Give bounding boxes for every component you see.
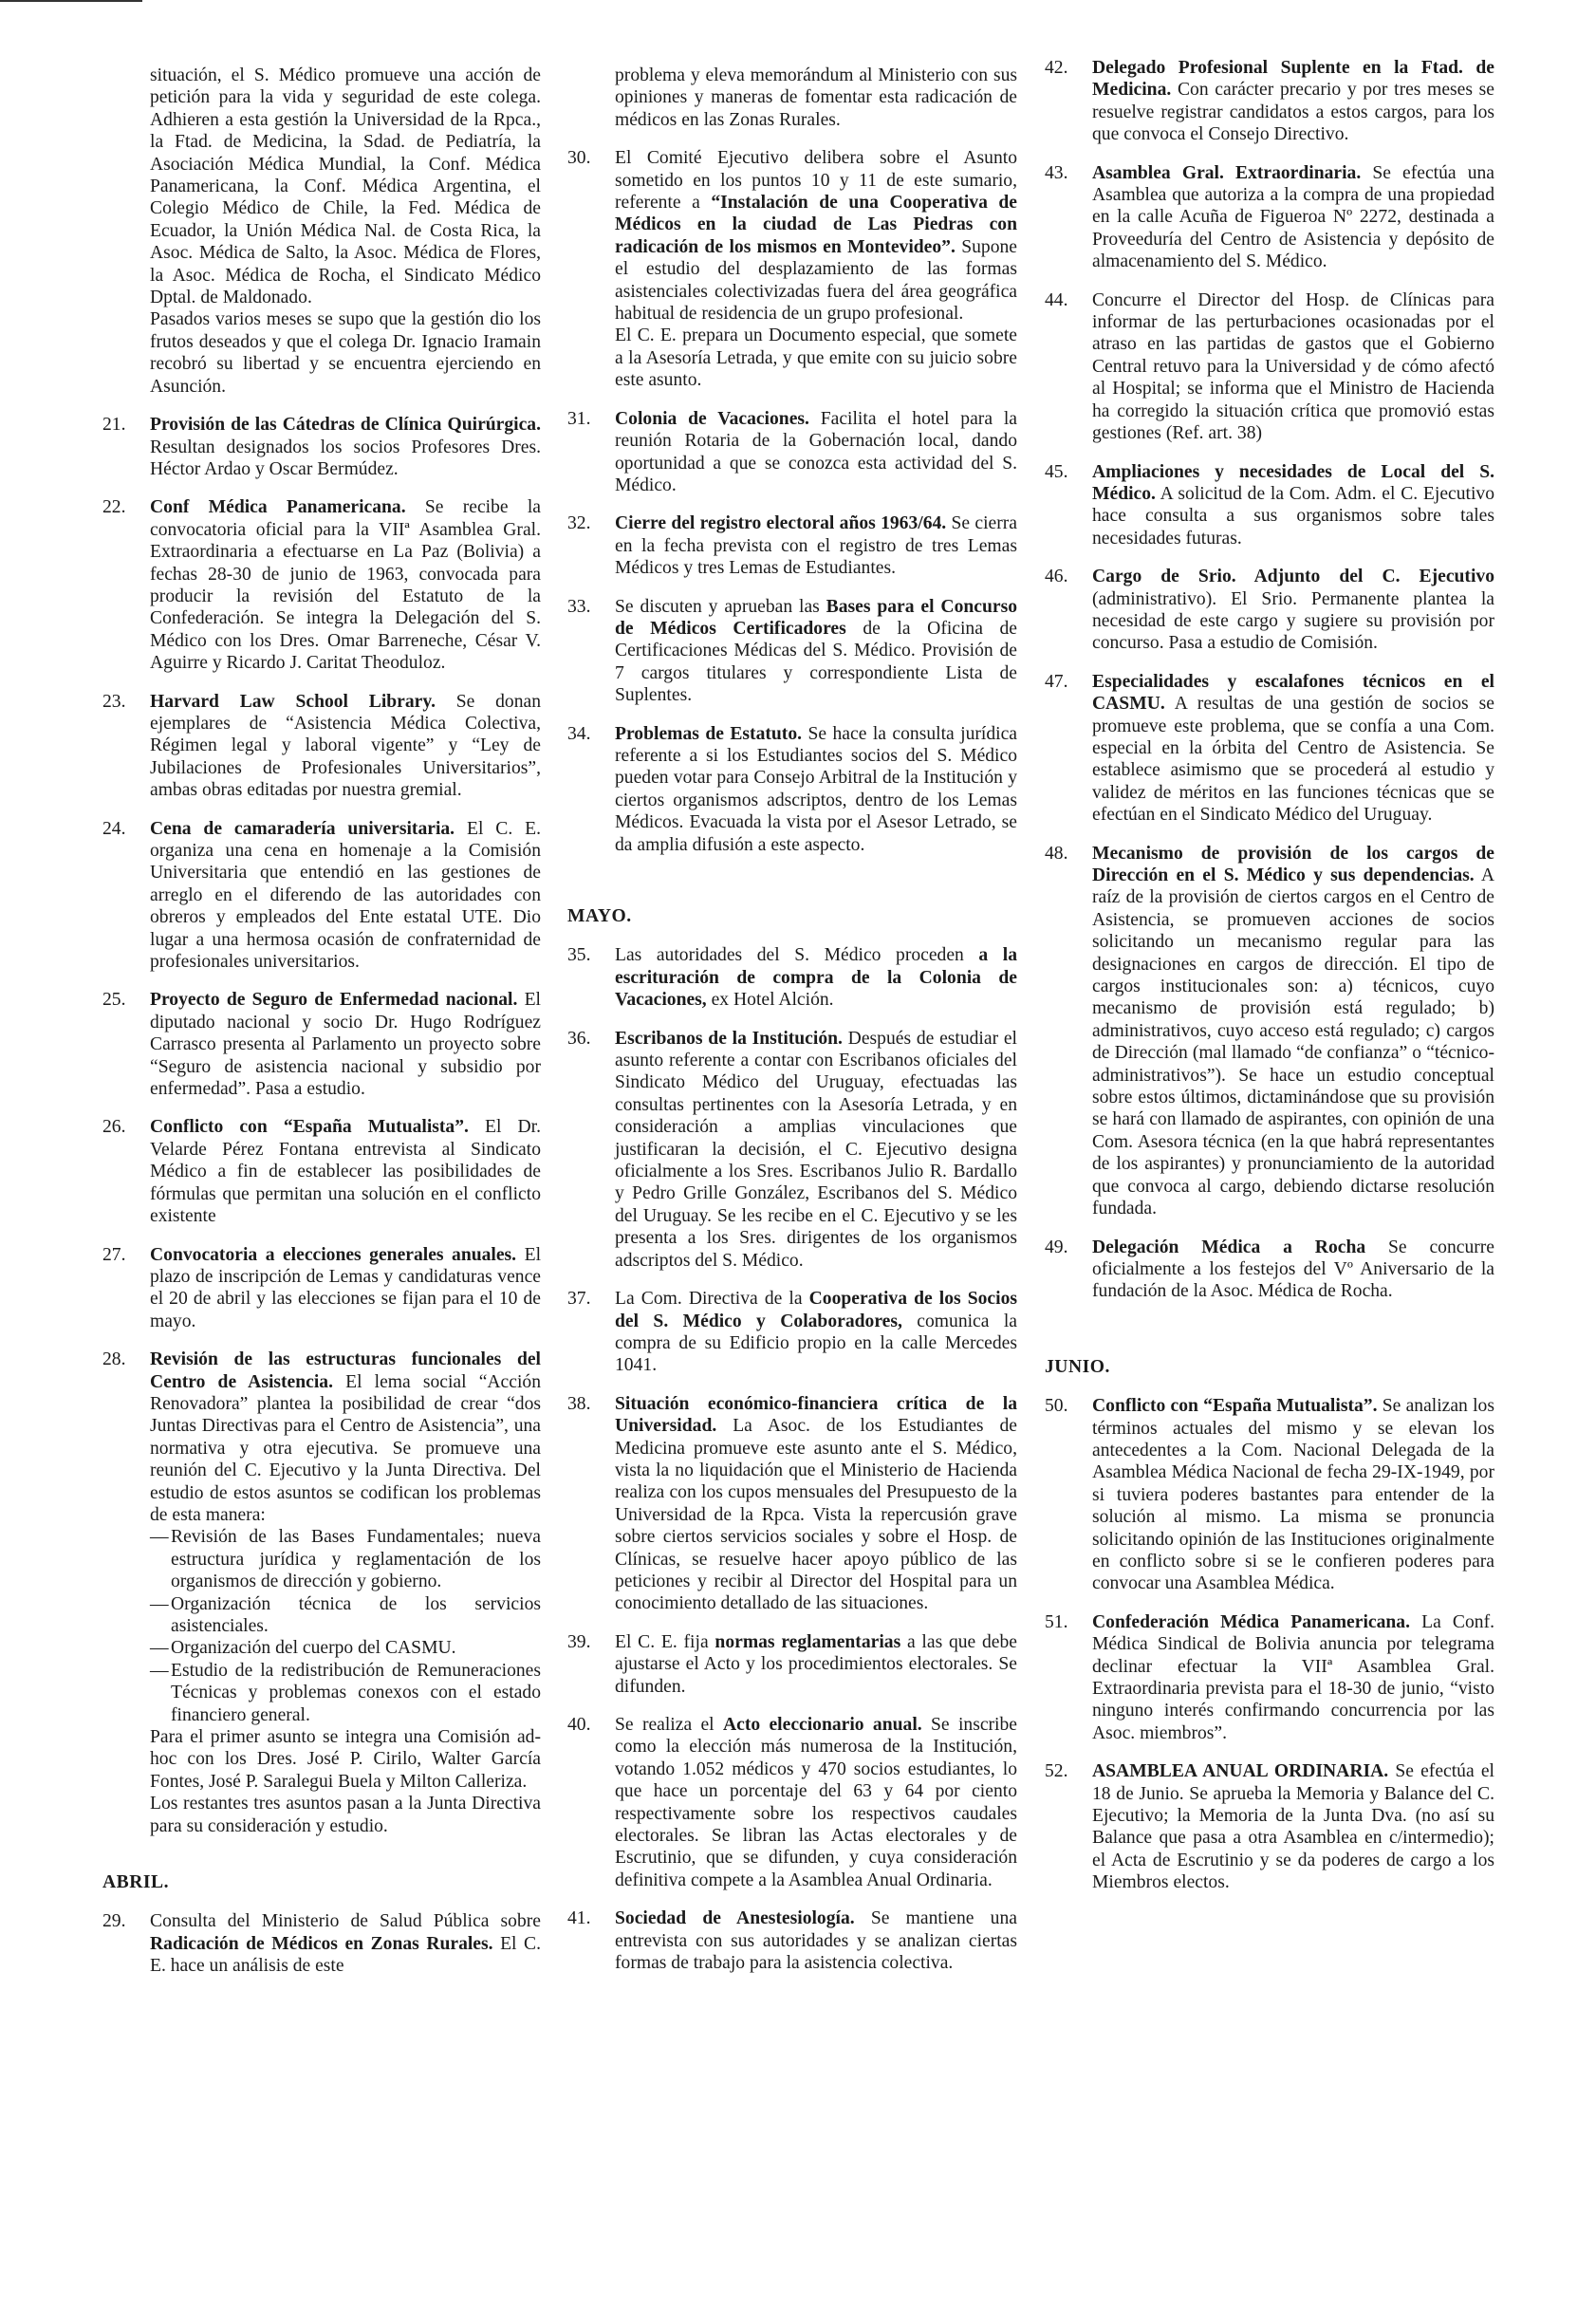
item-number: 35.	[567, 945, 591, 966]
list-item: 30. El Comité Ejecutivo delibera sobre el Asunto sometido en los puntos 10 y 11 de este sumario, referente a “Instalación de una Cooperativa de Médicos en la ciudad de Las Piedras con radicación de los mismos en Montevideo”. Supone el estudio del desplazamiento de las formas asistenciales colectivizadas fuera del área geográfica habitual de residencia de un grupo profesional. El C. E. prepara un Documento especial, que somete a la Asesoría Letrada, y que emite con su juicio sobre este asunto.	[567, 148, 1017, 391]
item-title: Harvard Law School Library.	[150, 691, 436, 712]
continued-text	[102, 65, 541, 398]
dash-item: — Revisión de las Bases Fundamentales; nueva estructura jurídica y reglamentación de los organismos de dirección y gobierno.	[150, 1527, 541, 1592]
column-left	[102, 65, 541, 1994]
item-number: 25.	[102, 990, 126, 1011]
item-number: 23.	[102, 691, 126, 712]
item-text: de la Oficina de Certificaciones Médicas del S. Médico. Provisión de 7 cargos titulares y correspondiente Lista de Suplentes.	[615, 618, 1017, 706]
list-item	[567, 1907, 1017, 1974]
item-number: 32.	[567, 513, 591, 534]
item-number: 30.	[567, 148, 591, 169]
item-title: Conflicto con “España Mutualista”.	[150, 1117, 469, 1138]
list-item	[567, 1028, 1017, 1272]
item-text: Concurre el Director del Hosp. de Clínicas para informar de las perturbaciones ocasionadas por el atraso en las partidas de gastos que el Gobierno Central retuvo para la Universidad y de cómo afectó al Hospital; se informa que el Ministro de Hacienda ha corregido la situación crítica que promovió estas gestiones (Ref. art. 38)	[1092, 289, 1494, 444]
list-item	[567, 512, 1017, 579]
list-item	[102, 691, 541, 802]
list-item	[567, 723, 1017, 856]
item-number: 21.	[102, 415, 126, 436]
item-number: 31.	[567, 408, 591, 429]
list-item	[1045, 461, 1494, 550]
item-number: 22.	[102, 497, 126, 518]
paragraph: Los restantes tres asuntos pasan a la Junta Directiva para su consideración y estudio.	[150, 1794, 541, 1836]
item-text: El Dr. Velarde Pérez Fontana entrevista al Sindicato Médico a fin de establecer las posibilidades de fórmulas que permitan una solución en el conflicto existente	[150, 1117, 542, 1227]
item-number: 40.	[567, 1715, 591, 1735]
item-text: Se analizan los términos actuales del mismo y se elevan los antecedentes a la Com. Nacional Delegada de la Asamblea Médica Nacional de fecha 29-IX-1949, por si tuviera poderes bastantes para entender de la solución al mismo. La misma se pronuncia solicitando opinión de las Instituciones originalmente en conflicto sobre si se le confieren poderes para convocar una Asamblea Médica.	[1092, 1396, 1494, 1594]
dash-item: — Organización del cuerpo del CASMU.	[150, 1638, 456, 1659]
item-title: Delegado Profesional Suplente en la Ftad. de Medicina.	[1092, 58, 1494, 101]
item-title: normas reglamentarias	[714, 1631, 901, 1652]
item-number: 37.	[567, 1289, 591, 1310]
list-item	[1045, 1760, 1494, 1893]
item-title: Mecanismo de provisión de los cargos de Dirección en el S. Médico y sus dependencias.	[1092, 843, 1494, 885]
item-title: Especialidades y escalafones técnicos en el CASMU.	[1092, 671, 1494, 715]
item-title: Problemas de Estatuto.	[615, 723, 803, 744]
item-number: 41.	[567, 1908, 591, 1929]
item-number: 48.	[1045, 843, 1068, 864]
item-title: “Instalación de una Cooperativa de Médicos en la ciudad de Las Piedras con radicación de los mismos en Montevideo”.	[615, 193, 1017, 257]
paragraph: Pasados varios meses se supo que la gestión dio los frutos deseados y que el colega Dr. Ignacio Iramain recobró su libertad y se encuentra ejerciendo en Asunción.	[150, 309, 541, 397]
item-title: Situación económico-financiera crítica de la Universidad.	[615, 1393, 1017, 1437]
item-title: ASAMBLEA ANUAL ORDINARIA.	[1092, 1761, 1389, 1782]
item-text: A resultas de una gestión de socios se promueve este problema, que se confía a una Com. especial en la órbita del Centro de Asistencia. Se establece asimismo que se procederá al estudio y validez de méritos en las funciones técnicas que se efectúan en el Sindicato Médico del Uruguay.	[1092, 694, 1494, 826]
item-title: Sociedad de Anestesiología.	[615, 1908, 855, 1929]
list-item: 35. Las autoridades del S. Médico proceden a la escrituración de compra de la Colonia de Vacaciones, ex Hotel Alción.	[567, 945, 1017, 1011]
item-text: Facilita el hotel para la reunión Rotaria de la Gobernación local, dando oportunidad a que se conozca esta actividad del S. Médico.	[615, 408, 1017, 495]
list-item	[102, 1116, 541, 1227]
list-item: 39. El C. E. fija normas reglamentarias a las que debe ajustarse el Acto y los procedimientos electorales. Se difunden.	[567, 1631, 1017, 1697]
item-text: A raíz de la provisión de ciertos cargos en el Centro de Asistencia, se promueven acciones de socios solicitando un mecanismo regular para las designaciones en cargos de dirección. El tipo de cargos institucionales son: a) técnicos, cuyo mecanismo de provisión está regulado; b) administrativos, cuyo acceso está regulado; c) cargos de Dirección (mal llamado “de confianza” o “técnico-administrativos”). Se hace un estudio conceptual sobre estos últimos, dictaminándose que su provisión se hará con llamado de aspirantes, con opinión de una Com. Asesora técnica (en la que habrá representantes de los aspirantes) y pronunciamiento de la autoridad que convoca al cargo, debiendo dictarse resolución fundada.	[1092, 865, 1494, 1219]
item-text: A solicitud de la Com. Adm. el C. Ejecutivo hace consulta a sus organismos sobre tales necesidades futuras.	[1092, 483, 1494, 549]
item-title: Asamblea Gral. Extraordinaria.	[1092, 162, 1362, 183]
item-text: La Conf. Médica Sindical de Bolivia anuncia por telegrama declinar efectuar la VIIª Asamblea Gral. Extraordinaria prevista para el 18-30 de junio, “visto ninguno interés confirmando concurrencia por las Asoc. miembros”.	[1092, 1611, 1494, 1743]
paragraph: situación, el S. Médico promueve una acción de petición para la vida y seguridad de este colega. Adhieren a esta gestión la Universidad de la Rpca., la Ftad. de Medicina, la Sdad. de Pediatría, la Asociación Médica Mundial, la Conf. Médica Panamericana, la Conf. Médica Argentina, el Colegio Médico de Chile, la Fed. Médica de Ecuador, la Unión Médica Nal. de Costa Rica, la Asoc. Médica de Salto, la Asoc. Médica de Flores, la Asoc. Médica de Rocha, el Sindicato Médico Dptal. de Maldonado.	[150, 65, 541, 308]
item-title: Proyecto de Seguro de Enfermedad nacional.	[150, 990, 518, 1011]
item-text: Se concurre oficialmente a los festejos del Vº Aniversario de la fundación de la Asoc. Médica de Rocha.	[1092, 1237, 1494, 1302]
dash-bullet: —	[150, 1638, 169, 1659]
dash-item: — Organización técnica de los servicios asistenciales.	[150, 1593, 541, 1636]
item-text: Se donan ejemplares de “Asistencia Médica Colectiva, Régimen legal y laboral vigente” y “Ley de Jubilaciones de Profesionales Universitarios”, ambas obras editadas por nuestra gremial.	[150, 691, 541, 801]
list-item	[1045, 162, 1494, 273]
item-number: 51.	[1045, 1611, 1068, 1632]
item-title: Cierre del registro electoral años 1963/64.	[615, 513, 947, 534]
item-title: Bases para el Concurso de Médicos Certificadores	[615, 596, 1017, 639]
dash-bullet: —	[150, 1660, 169, 1681]
item-title: Conf Médica Panamericana.	[150, 497, 406, 518]
dash-item: — Estudio de la redistribución de Remuneraciones Técnicas y problemas conexos con el estado financiero general.	[150, 1660, 541, 1725]
list-item	[1045, 57, 1494, 146]
item-text: La Asoc. de los Estudiantes de Medicina promueve este asunto ante el S. Médico, vista la no liquidación que el Ministerio de Hacienda realiza con los cupos mensuales del Presupuesto de la Universidad de la Rpca. Vista la repercusión grave sobre ciertos servicios sociales y sobre el Hosp. de Clínicas, se resuelve hacer apoyo público de las peticiones y recibir al Director del Hospital para un conocimiento detallado de las situaciones.	[615, 1416, 1017, 1614]
item-text: Supone el estudio del desplazamiento de las formas asistenciales colectivizadas fuera del área geográfica habitual de residencia de un grupo profesional.	[615, 236, 1017, 325]
month-heading-abril: ABRIL.	[102, 1872, 169, 1893]
paragraph: Para el primer asunto se integra una Comisión ad-hoc con los Dres. José P. Cirilo, Walter García Fontes, José P. Saralegui Buela y Milton Calleriza.	[150, 1727, 541, 1792]
item-number: 50.	[1045, 1396, 1068, 1417]
month-heading-mayo: MAYO.	[567, 906, 632, 926]
item-title: Acto eleccionario anual.	[722, 1715, 922, 1735]
item-text: El C. E. hace un análisis de este	[150, 1933, 541, 1977]
item-title: Colonia de Vacaciones.	[615, 408, 809, 429]
item-text: Resultan designados los socios Profesores Dres. Héctor Ardao y Oscar Bermúdez.	[150, 437, 541, 479]
item-text: Se efectúa el 18 de Junio. Se aprueba la Memoria y Balance del C. Ejecutivo; la Memoria de la Junta Dva. (no así su Balance que pasa a otra Asamblea en c/intermedio); el Acta de Escrutinio y se da poderes de cargo a los Miembros electos.	[1092, 1761, 1494, 1893]
item-number: 49.	[1045, 1237, 1068, 1257]
column-middle	[567, 65, 1017, 1990]
list-item	[102, 414, 541, 480]
list-item: 29. Consulta del Ministerio de Salud Pública sobre Radicación de Médicos en Zonas Rurales. El C. E. hace un análisis de este	[102, 1911, 541, 1977]
item-text: ex Hotel Alción.	[706, 990, 834, 1011]
paragraph: El C. E. prepara un Documento especial, que somete a la Asesoría Letrada, y que emite con su juicio sobre este asunto.	[615, 326, 1017, 391]
list-item	[1045, 1237, 1494, 1303]
item-text: Se inscribe como la elección más numerosa de la Institución, votando 1.052 médicos y 470 socios estudiantes, lo que hace un porcentaje del 63 y 64 por ciento respectivamente sobre los respectivos caudales electorales. Se libran las Actas electorales y de Escrutinio, que se difunden, y cuya consideración definitiva compete a la Asamblea Anual Ordinaria.	[615, 1715, 1017, 1890]
list-item	[102, 1244, 541, 1333]
item-title: Delegación Médica a Rocha	[1092, 1237, 1366, 1257]
item-text: El diputado nacional y socio Dr. Hugo Rodríguez Carrasco presenta al Parlamento un proyecto sobre “Seguro de asistencia nacional y subsidio por enfermedad”. Pasa a estudio.	[150, 990, 542, 1100]
continued-text: problema y eleva memorándum al Ministerio con sus opiniones y maneras de fomentar esta radicación de médicos en las Zonas Rurales.	[615, 65, 1017, 130]
item-text: Se efectúa una Asamblea que autoriza a la compra de una propiedad en la calle Acuña de Figueroa Nº 2272, destinada a Proveeduría del Centro de Asistencia y depósito de almacenamiento del S. Médico.	[1092, 162, 1494, 272]
item-number: 34.	[567, 723, 591, 744]
item-text: El lema social “Acción Renovadora” plantea la posibilidad de crear “dos Juntas Directivas para el Centro de Asistencia”, una normativa y otra ejecutiva. Se promueve una reunión del C. Ejecutivo y la Junta Directiva. Del estudio de estos asuntos se codifican los problemas de esta manera:	[150, 1371, 541, 1525]
item-number: 39.	[567, 1631, 591, 1652]
item-text: El C. E. organiza una cena en homenaje a la Comisión Universitaria que entendió en las gestiones de arreglo en el diferendo de las autoridades con obreros y empleados del Ente estatal UTE. Dio lugar a una hermosa ocasión de confraternidad de profesionales universitarios.	[150, 818, 541, 973]
list-item	[102, 1349, 541, 1837]
item-number: 24.	[102, 818, 126, 839]
list-item	[1045, 1395, 1494, 1595]
item-title: Cena de camaradería universitaria.	[150, 818, 455, 839]
item-text: Se recibe la convocatoria oficial para la VIIª Asamblea Gral. Extraordinaria a efectuarse en La Paz (Bolivia) a fechas 28-30 de junio de 1963, convocada para producir la revisión del Estatuto de la Confederación. Se integra la Delegación del S. Médico con los Dres. Omar Barreneche, César V. Aguirre y Ricardo J. Caritat Theoduloz.	[150, 497, 541, 674]
list-item	[102, 496, 541, 674]
item-number: 26.	[102, 1117, 126, 1138]
item-title: Cargo de Srio. Adjunto del C. Ejecutivo	[1092, 567, 1494, 587]
item-text: (administrativo). El Srio. Permanente plantea la necesidad de este cargo y sugiere su provisión por concurso. Pasa a estudio de Comisión.	[1092, 588, 1494, 654]
column-right	[1045, 57, 1494, 1910]
list-item	[1045, 1611, 1494, 1744]
item-title: Convocatoria a elecciones generales anuales.	[150, 1244, 517, 1265]
dash-bullet: —	[150, 1527, 169, 1548]
item-text: Se mantiene una entrevista con sus autoridades y se analizan ciertas formas de trabajo para la asistencia colectiva.	[615, 1908, 1017, 1974]
list-item	[102, 989, 541, 1100]
item-number: 42.	[1045, 58, 1068, 78]
list-item	[102, 818, 541, 974]
list-item	[1045, 289, 1494, 445]
item-title: Conflicto con “España Mutualista”.	[1092, 1396, 1378, 1417]
list-item	[567, 1393, 1017, 1615]
list-item	[1045, 566, 1494, 655]
item-number: 38.	[567, 1393, 591, 1414]
item-title: Confederación Médica Panamericana.	[1092, 1611, 1410, 1632]
item-number: 36.	[567, 1028, 591, 1049]
item-number: 46.	[1045, 567, 1068, 587]
item-number: 44.	[1045, 289, 1068, 310]
item-number: 52.	[1045, 1761, 1068, 1782]
item-text: Después de estudiar el asunto referente a contar con Escribanos oficiales del Sindicato Médico del Uruguay, efectuadas las consultas pertinentes con la Asesoría Letrada, y en consideración a amplias vinculaciones que justificaran la decisión, el C. Ejecutivo designa oficialmente a los Sres. Escribanos Julio R. Bardallo y Pedro Grille González, Escribanos del S. Médico del Uruguay. Se les recibe en el C. Ejecutivo y se les presenta a los Sres. dirigentes de los organismos adscriptos del S. Médico.	[615, 1028, 1017, 1271]
item-number: 47.	[1045, 671, 1068, 692]
item-title: Cooperativa de los Socios del S. Médico y Colaboradores,	[615, 1289, 1017, 1331]
item-text: a las que debe ajustarse el Acto y los procedimientos electorales. Se difunden.	[615, 1631, 1017, 1697]
item-number: 29.	[102, 1911, 126, 1932]
item-text: El plazo de inscripción de Lemas y candidaturas vence el 20 de abril y las elecciones se fijan para el 10 de mayo.	[150, 1244, 542, 1331]
item-text: comunica la compra de su Edificio propio en la calle Mercedes 1041.	[615, 1311, 1017, 1376]
item-text: Se hace la consulta jurídica referente a si los Estudiantes socios del S. Médico pueden votar para Consejo Arbitral de la Institución y ciertos organismos adscriptos, dentro de los Lemas Médicos. Evacuada la vista por el Asesor Letrado, se da amplia difusión a este aspecto.	[615, 723, 1017, 855]
list-item	[1045, 671, 1494, 827]
item-number: 43.	[1045, 162, 1068, 183]
item-number: 27.	[102, 1244, 126, 1265]
list-item: 33. Se discuten y aprueban las Bases para el Concurso de Médicos Certificadores de la Oficina de Certificaciones Médicas del S. Médico. Provisión de 7 cargos titulares y correspondiente Lista de Suplentes.	[567, 596, 1017, 706]
item-title: a la escrituración de compra de la Colonia de Vacaciones,	[615, 945, 1017, 1011]
list-item: 40. Se realiza el Acto eleccionario anual. Se inscribe como la elección más numerosa de la Institución, votando 1.052 médicos y 470 socios estudiantes, lo que hace un porcentaje del 63 y 64 por ciento respectivamente sobre los respectivos caudales electorales. Se libran las Actas electorales y de Escrutinio, que se difunden, y cuya consideración definitiva compete a la Asamblea Anual Ordinaria.	[567, 1715, 1017, 1890]
item-number: 28.	[102, 1349, 126, 1370]
item-title: Escribanos de la Institución.	[615, 1028, 843, 1049]
month-heading-junio: JUNIO.	[1045, 1356, 1110, 1377]
list-item: 37. La Com. Directiva de la Cooperativa de los Socios del S. Médico y Colaboradores, comunica la compra de su Edificio propio en la calle Mercedes 1041.	[567, 1289, 1017, 1376]
list-item	[1045, 843, 1494, 1220]
item-title: Ampliaciones y necesidades de Local del S. Médico.	[1092, 461, 1494, 504]
item-text: Se cierra en la fecha prevista con el registro de tres Lemas Médicos y tres Lemas de Estudiantes.	[615, 513, 1017, 579]
item-text: Con carácter precario y por tres meses se resuelve registrar candidatos a estos cargos, para los que convoca el Consejo Directivo.	[1092, 80, 1494, 145]
item-title: Provisión de las Cátedras de Clínica Quirúrgica.	[150, 415, 541, 436]
item-number: 33.	[567, 596, 591, 617]
list-item	[567, 408, 1017, 497]
item-title: Radicación de Médicos en Zonas Rurales.	[150, 1933, 493, 1954]
item-title: Revisión de las estructuras funcionales del Centro de Asistencia.	[150, 1349, 541, 1392]
item-number: 45.	[1045, 461, 1068, 482]
dash-bullet: —	[150, 1593, 169, 1614]
top-rule	[0, 0, 142, 2]
